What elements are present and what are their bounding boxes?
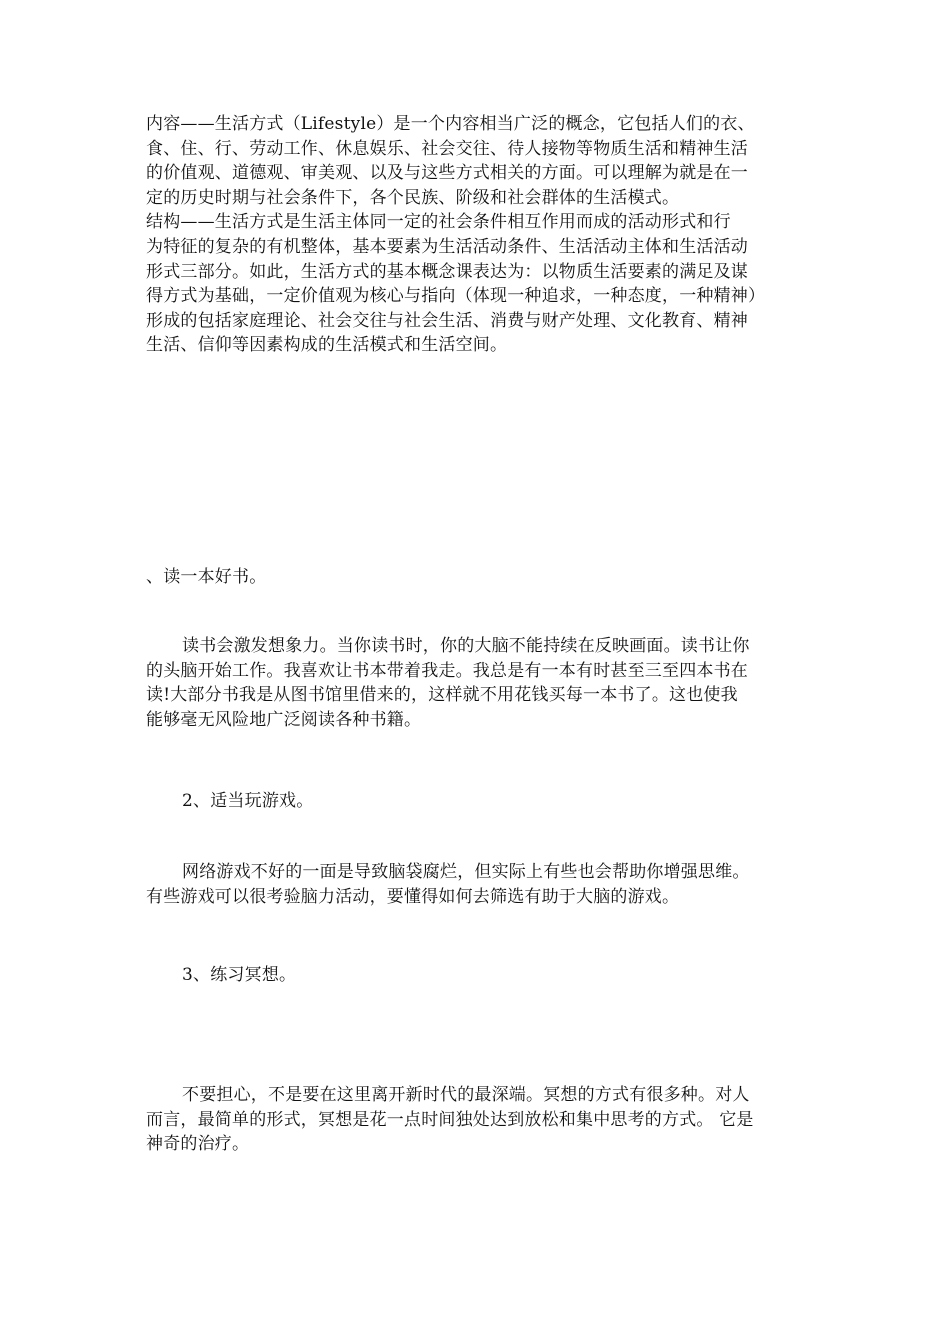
intro-line: 形式三部分。如此，生活方式的基本概念课表达为：以物质生活要素的满足及谋 — [146, 261, 748, 282]
section-1-heading — [146, 565, 808, 590]
section-3-body — [146, 1083, 808, 1157]
intro-line: 的价值观、道德观、审美观、以及与这些方式相关的方面。可以理解为就是在一 — [146, 163, 748, 184]
intro-line: 食、住、行、劳动工作、休息娱乐、社会交往、待人接物等物质生活和精神生活 — [146, 138, 748, 159]
section-1-body — [146, 634, 808, 732]
intro-paragraph — [146, 112, 808, 358]
body-line: 读书会激发想象力。当你读书时，你的大脑不能持续在反映画面。读书让你 — [182, 636, 750, 656]
intro-line: 生活、信仰等因素构成的生活模式和生活空间。 — [146, 335, 508, 356]
body-line: 的头脑开始工作。我喜欢让书本带着我走。我总是有一本有时甚至三至四本书在 — [146, 660, 748, 681]
body-line: 神奇的治疗。 — [146, 1134, 250, 1155]
intro-line: 得方式为基础，一定价值观为核心与指向（体现一种追求，一种态度，一种精神） — [146, 286, 766, 307]
section-heading: 3、练习冥想。 — [182, 965, 297, 985]
section-2-heading — [146, 789, 808, 814]
intro-line: 结构——生活方式是生活主体同一定的社会条件相互作用而成的活动形式和行 — [146, 212, 731, 233]
section-heading: 、读一本好书。 — [146, 567, 267, 587]
intro-line: 为特征的复杂的有机整体，基本要素为生活活动条件、生活活动主体和生活活动 — [146, 236, 748, 257]
section-2-body — [146, 860, 808, 909]
section-heading: 2、适当玩游戏。 — [182, 791, 314, 811]
body-line: 而言，最简单的形式，冥想是花一点时间独处达到放松和集中思考的方式。 它是 — [146, 1109, 754, 1130]
body-line: 能够毫无风险地广泛阅读各种书籍。 — [146, 709, 422, 730]
body-line: 读!大部分书我是从图书馆里借来的，这样就不用花钱买每一本书了。这也使我 — [146, 685, 738, 706]
intro-line: 定的历史时期与社会条件下，各个民族、阶级和社会群体的生活模式。 — [146, 187, 680, 208]
body-line: 有些游戏可以很考验脑力活动，要懂得如何去筛选有助于大脑的游戏。 — [146, 886, 680, 907]
body-line: 不要担心，不是要在这里离开新时代的最深端。冥想的方式有很多种。对人 — [182, 1085, 750, 1105]
section-3-heading — [146, 963, 808, 988]
intro-line: 内容——生活方式（Lifestyle）是一个内容相当广泛的概念，它包括人们的衣、 — [146, 114, 755, 134]
body-line: 网络游戏不好的一面是导致脑袋腐烂，但实际上有些也会帮助你增强思维。 — [182, 862, 750, 882]
intro-line: 形成的包括家庭理论、社会交往与社会生活、消费与财产处理、文化教育、精神 — [146, 310, 748, 331]
